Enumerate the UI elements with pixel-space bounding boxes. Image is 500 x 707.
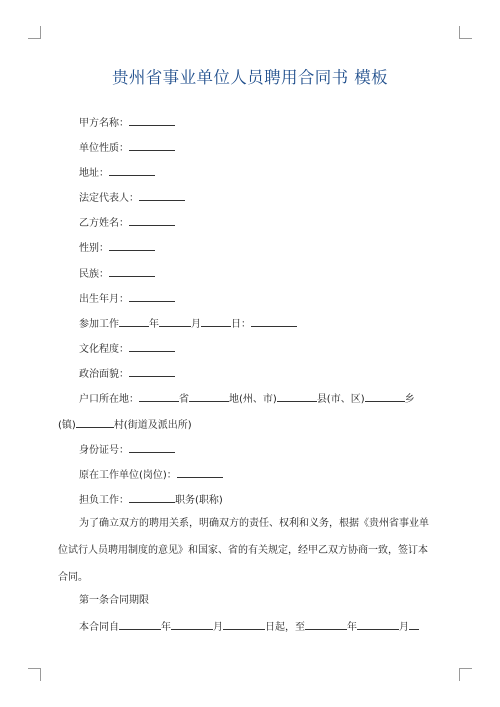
blank-line[interactable] <box>119 619 161 630</box>
field-label: 参加工作 <box>79 319 119 330</box>
field-label: 地址： <box>79 168 109 179</box>
field-label: 担负工作： <box>79 495 129 506</box>
blank-line[interactable] <box>357 619 399 630</box>
field-party-a-name <box>79 115 175 131</box>
field-ethnicity <box>79 266 155 282</box>
field-label: 文化程度： <box>79 344 129 355</box>
day-label: 日： <box>231 319 251 330</box>
field-label: 民族： <box>79 269 109 280</box>
position-suffix-label: 职务(职称) <box>175 495 223 506</box>
blank-line[interactable] <box>409 619 419 630</box>
field-position <box>79 492 223 508</box>
field-hukou-continued <box>58 417 192 433</box>
paragraph-line: 合同。 <box>58 572 88 583</box>
document-title: 贵州省事业单位人员聘用合同书 模板 <box>111 68 389 87</box>
blank-line[interactable] <box>365 391 405 402</box>
field-education <box>79 341 175 357</box>
blank-line[interactable] <box>119 316 149 327</box>
field-work-start <box>79 316 297 332</box>
blank-line[interactable] <box>201 316 231 327</box>
city-label: 地(州、市) <box>229 394 277 405</box>
town-label: (镇) <box>58 420 76 431</box>
field-unit-nature <box>79 140 175 156</box>
preamble-paragraph <box>58 510 448 591</box>
year-label-2: 年 <box>347 622 357 633</box>
field-gender <box>79 240 155 256</box>
article-1-heading: 第一条合同期限 <box>79 595 149 606</box>
blank-line[interactable] <box>189 391 229 402</box>
blank-line[interactable] <box>129 492 175 503</box>
field-prev-unit <box>79 467 223 483</box>
blank-line[interactable] <box>251 316 297 327</box>
field-address <box>79 165 155 181</box>
blank-line[interactable] <box>129 140 175 151</box>
field-label: 甲方名称： <box>79 118 129 129</box>
field-party-b-name <box>79 215 175 231</box>
paragraph-line: 位试行人员聘用制度的意见》和国家、省的有关规定，经甲乙双方协商一致，签订本 <box>58 545 428 556</box>
province-label: 省 <box>179 394 189 405</box>
field-label: 出生年月： <box>79 294 129 305</box>
day-from-label: 日起，至 <box>265 622 305 633</box>
blank-line[interactable] <box>159 316 191 327</box>
blank-line[interactable] <box>223 619 265 630</box>
month-label: 月 <box>191 319 201 330</box>
field-label: 原在工作单位(岗位)： <box>79 470 177 481</box>
blank-line[interactable] <box>129 291 175 302</box>
blank-line[interactable] <box>129 115 175 126</box>
month-label: 月 <box>213 622 223 633</box>
blank-line[interactable] <box>171 619 213 630</box>
field-political <box>79 366 175 382</box>
field-label: 户口所在地： <box>79 394 139 405</box>
village-label: 村(街道及派出所) <box>113 420 192 431</box>
term-prefix: 本合同自 <box>79 622 119 633</box>
county-label: 县(市、区) <box>316 394 365 405</box>
crop-mark-top-right <box>459 26 472 39</box>
field-id-number <box>79 442 175 458</box>
blank-line[interactable] <box>139 190 185 201</box>
field-legal-rep <box>79 190 185 206</box>
field-label: 身份证号： <box>79 445 129 456</box>
field-birth <box>79 291 175 307</box>
blank-line[interactable] <box>109 240 155 251</box>
year-label: 年 <box>149 319 159 330</box>
year-label: 年 <box>161 622 171 633</box>
blank-line[interactable] <box>139 391 179 402</box>
crop-mark-bottom-left <box>28 668 41 681</box>
field-label: 单位性质： <box>79 143 129 154</box>
paragraph-line: 为了确立双方的聘用关系，明确双方的责任、权利和义务，根据《贵州省事业单 <box>79 518 429 529</box>
blank-line[interactable] <box>109 266 155 277</box>
township-label: 乡 <box>404 394 415 405</box>
blank-line[interactable] <box>129 366 175 377</box>
blank-line[interactable] <box>177 467 223 478</box>
field-label: 政治面貌： <box>79 369 129 380</box>
blank-line[interactable] <box>277 391 317 402</box>
blank-line[interactable] <box>129 442 175 453</box>
blank-line[interactable] <box>129 215 175 226</box>
blank-line[interactable] <box>109 165 155 176</box>
blank-line[interactable] <box>305 619 347 630</box>
blank-line[interactable] <box>76 417 114 428</box>
field-hukou <box>79 391 415 407</box>
field-label: 法定代表人： <box>79 193 139 204</box>
month-label-2: 月 <box>399 622 409 633</box>
crop-mark-bottom-right <box>459 668 472 681</box>
article-1-term <box>79 619 419 635</box>
field-label: 性别： <box>79 243 109 254</box>
crop-mark-top-left <box>28 26 41 39</box>
blank-line[interactable] <box>129 341 175 352</box>
field-label: 乙方姓名： <box>79 218 129 229</box>
